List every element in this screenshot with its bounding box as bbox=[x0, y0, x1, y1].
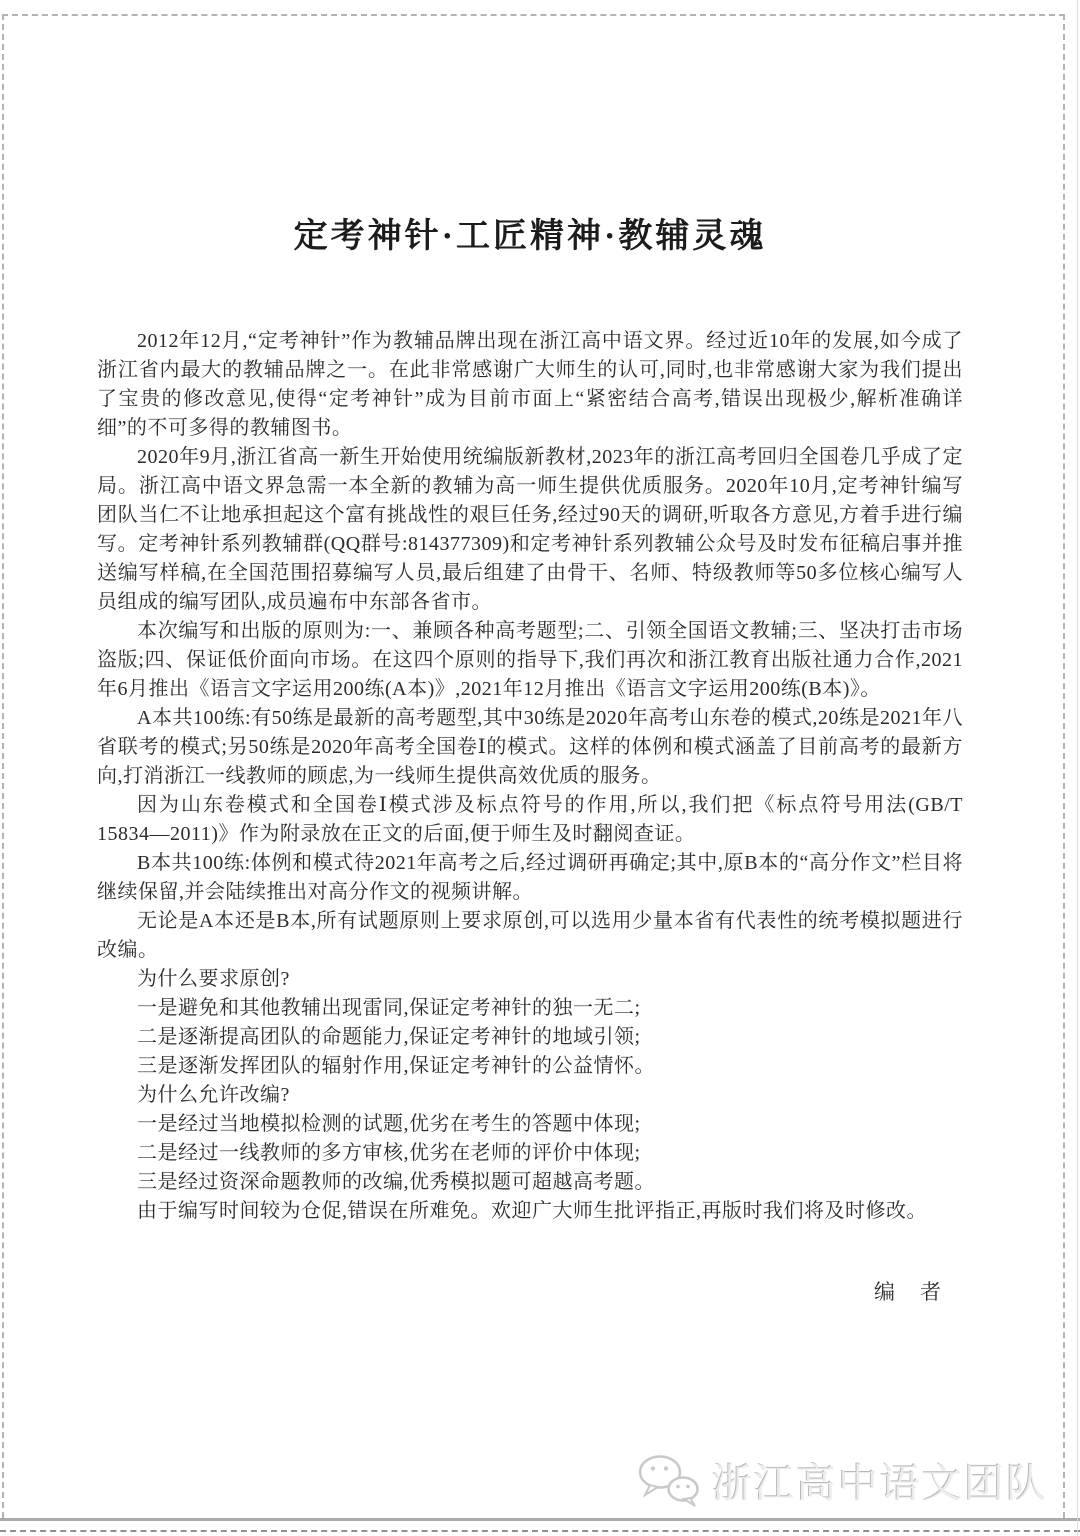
list-line: 为什么允许改编? bbox=[137, 1084, 290, 1106]
author-signature: 编 者 bbox=[874, 1280, 943, 1304]
list-line: 一是经过当地模拟检测的试题,优劣在考生的答题中体现; bbox=[137, 1113, 641, 1135]
paragraph: A本共100练:有50练是最新的高考题型,其中30练是2020年高考山东卷的模式,20练是2021年八省联考的模式;另50练是2020年高考全国卷Ⅰ的模式。这样的体例和模式涵盖了目前高考的最新方向,打消浙江一线教师的顾虑,为一线师生提供高效优质的服务。 bbox=[97, 707, 963, 787]
paragraph: 本次编写和出版的原则为:一、兼顾各种高考题型;二、引领全国语文教辅;三、坚决打击市场盗版;四、保证低价面向市场。在这四个原则的指导下,我们再次和浙江教育出版社通力合作,2021年6月推出《语言文字运用200练(A本)》,2021年12月推出《语言文字运用200练(B本)》。 bbox=[97, 620, 963, 700]
preface-body bbox=[97, 327, 963, 1226]
scan-bottom-border bbox=[0, 1530, 1080, 1532]
list-line: 三是经过资深命题教师的改编,优秀模拟题可超越高考题。 bbox=[137, 1171, 655, 1193]
watermark bbox=[636, 1452, 1048, 1509]
list-line: 一是避免和其他教辅出现雷同,保证定考神针的独一无二; bbox=[137, 997, 641, 1019]
page-title: 定考神针·工匠精神·教辅灵魂 bbox=[293, 218, 767, 255]
wechat-icon bbox=[636, 1453, 702, 1509]
list-line: 为什么要求原创? bbox=[137, 968, 290, 990]
paragraph: 因为山东卷模式和全国卷Ⅰ模式涉及标点符号的作用,所以,我们把《标点符号用法(GB/T 15834—2011)》作为附录放在正文的后面,便于师生及时翻阅查证。 bbox=[97, 794, 963, 845]
list-line: 二是经过一线教师的多方审核,优劣在老师的评价中体现; bbox=[137, 1142, 641, 1164]
scan-right-border bbox=[1077, 0, 1078, 1536]
page-bottom-edge bbox=[0, 1518, 1080, 1521]
list-line: 二是逐渐提高团队的命题能力,保证定考神针的地域引领; bbox=[137, 1026, 641, 1048]
page-frame bbox=[2, 14, 1065, 1518]
paragraph: 无论是A本还是B本,所有试题原则上要求原创,可以选用少量本省有代表性的统考模拟题进行改编。 bbox=[97, 910, 963, 961]
watermark-label: 浙江高中语文团队 bbox=[712, 1461, 1048, 1506]
page-content bbox=[4, 16, 1063, 1518]
paragraph: 2012年12月,“定考神针”作为教辅品牌出现在浙江高中语文界。经过近10年的发展,如今成了浙江省内最大的教辅品牌之一。在此非常感谢广大师生的认可,同时,也非常感谢大家为我们提出了宝贵的修改意见,使得“定考神针”成为目前市面上“紧密结合高考,错误出现极少,解析准确详细”的不可多得的教辅图书。 bbox=[97, 330, 963, 439]
paragraph: B本共100练:体例和模式待2021年高考之后,经过调研再确定;其中,原B本的“高分作文”栏目将继续保留,并会陆续推出对高分作文的视频讲解。 bbox=[97, 852, 963, 903]
paragraph: 2020年9月,浙江省高一新生开始使用统编版新教材,2023年的浙江高考回归全国卷几乎成了定局。浙江高中语文界急需一本全新的教辅为高一师生提供优质服务。2020年10月,定考神针编写团队当仁不让地承担起这个富有挑战性的艰巨任务,经过90天的调研,听取各方意见,方着手进行编写。定考神针系列教辅群(QQ群号:814377309)和定考神针系列教辅公众号及时发布征稿启事并推送编写样稿,在全国范围招募编写人员,最后组建了由骨干、名师、特级教师等50多位核心编写人员组成的编写团队,成员遍布中东部各省市。 bbox=[97, 446, 963, 613]
paragraph: 由于编写时间较为仓促,错误在所难免。欢迎广大师生批评指正,再版时我们将及时修改。 bbox=[137, 1200, 927, 1222]
list-line: 三是逐渐发挥团队的辐射作用,保证定考神针的公益情怀。 bbox=[137, 1055, 655, 1077]
